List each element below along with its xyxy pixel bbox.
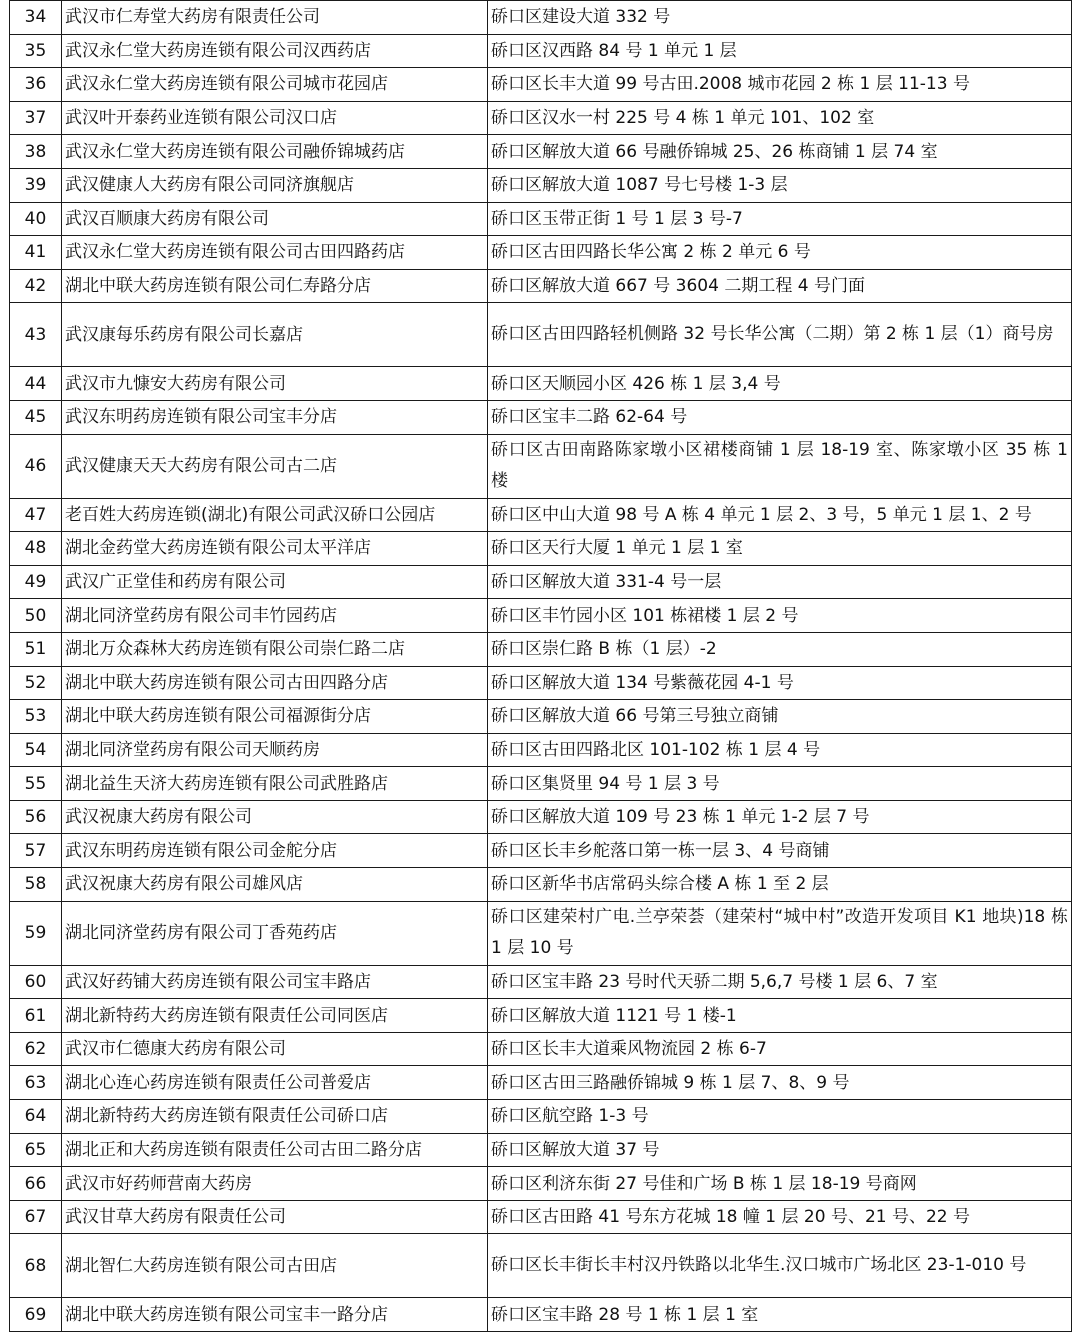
pharmacy-address-cell: 硚口区解放大道 37 号 [488, 1133, 1072, 1167]
pharmacy-address-cell: 硚口区崇仁路 B 栋（1 层）-2 [488, 632, 1072, 666]
table-row [10, 1100, 1072, 1134]
row-number-cell: 46 [10, 434, 62, 498]
row-number-cell: 59 [10, 901, 62, 965]
row-number-cell: 51 [10, 632, 62, 666]
table-row [10, 1298, 1072, 1332]
pharmacy-address-cell: 硚口区汉水一村 225 号 4 栋 1 单元 101、102 室 [488, 101, 1072, 135]
row-number-cell: 64 [10, 1100, 62, 1134]
row-number-cell: 45 [10, 400, 62, 434]
pharmacy-address-cell: 硚口区解放大道 1121 号 1 楼-1 [488, 999, 1072, 1033]
pharmacy-name-cell: 湖北中联大药房连锁有限公司仁寿路分店 [62, 269, 488, 303]
pharmacy-address-cell: 硚口区航空路 1-3 号 [488, 1100, 1072, 1134]
pharmacy-name-cell: 湖北中联大药房连锁有限公司宝丰一路分店 [62, 1298, 488, 1332]
pharmacy-address-cell: 硚口区新华书店常码头综合楼 A 栋 1 至 2 层 [488, 868, 1072, 902]
pharmacy-name-cell: 湖北心连心药房连锁有限责任公司普爱店 [62, 1066, 488, 1100]
pharmacy-address-cell: 硚口区建荣村广电.兰亭荣荟（建荣村“城中村”改造开发项目 K1 地块)18 栋 1 层 10 号 [488, 901, 1072, 965]
pharmacy-address-cell: 硚口区集贤里 94 号 1 层 3 号 [488, 767, 1072, 801]
table-row [10, 632, 1072, 666]
row-number-cell: 66 [10, 1167, 62, 1201]
table-row [10, 1066, 1072, 1100]
table-row [10, 135, 1072, 169]
pharmacy-name-cell: 武汉好药铺大药房连锁有限公司宝丰路店 [62, 965, 488, 999]
table-row [10, 400, 1072, 434]
pharmacy-address-cell: 硚口区解放大道 1087 号七号楼 1-3 层 [488, 168, 1072, 202]
row-number-cell: 44 [10, 367, 62, 401]
pharmacy-address-cell: 硚口区宝丰路 23 号时代天骄二期 5,6,7 号楼 1 层 6、7 室 [488, 965, 1072, 999]
pharmacy-name-cell: 湖北新特药大药房连锁有限责任公司同医店 [62, 999, 488, 1033]
table-row [10, 1133, 1072, 1167]
table-row [10, 1167, 1072, 1201]
row-number-cell: 49 [10, 565, 62, 599]
pharmacy-name-cell: 武汉永仁堂大药房连锁有限公司城市花园店 [62, 68, 488, 102]
pharmacy-address-cell: 硚口区长丰乡舵落口第一栋一层 3、4 号商铺 [488, 834, 1072, 868]
pharmacy-name-cell: 武汉健康天天大药房有限公司古二店 [62, 434, 488, 498]
row-number-cell: 52 [10, 666, 62, 700]
pharmacy-name-cell: 武汉市仁寿堂大药房有限责任公司 [62, 1, 488, 35]
row-number-cell: 42 [10, 269, 62, 303]
table-row [10, 68, 1072, 102]
row-number-cell: 36 [10, 68, 62, 102]
pharmacy-address-cell: 硚口区建设大道 332 号 [488, 1, 1072, 35]
pharmacy-name-cell: 武汉祝康大药房有限公司 [62, 800, 488, 834]
pharmacy-name-cell: 湖北同济堂药房有限公司丰竹园药店 [62, 599, 488, 633]
table-row [10, 303, 1072, 367]
table-row [10, 532, 1072, 566]
row-number-cell: 58 [10, 868, 62, 902]
pharmacy-address-cell: 硚口区玉带正街 1 号 1 层 3 号-7 [488, 202, 1072, 236]
row-number-cell: 57 [10, 834, 62, 868]
pharmacy-name-cell: 武汉市仁德康大药房有限公司 [62, 1032, 488, 1066]
pharmacy-address-cell: 硚口区古田路 41 号东方花城 18 幢 1 层 20 号、21 号、22 号 [488, 1200, 1072, 1234]
pharmacy-address-cell: 硚口区古田四路长华公寓 2 栋 2 单元 6 号 [488, 236, 1072, 270]
table-row [10, 1032, 1072, 1066]
pharmacy-name-cell: 湖北中联大药房连锁有限公司福源街分店 [62, 700, 488, 734]
table-row [10, 965, 1072, 999]
pharmacy-address-cell: 硚口区中山大道 98 号 A 栋 4 单元 1 层 2、3 号，5 单元 1 层 1、2 号 [488, 498, 1072, 532]
row-number-cell: 65 [10, 1133, 62, 1167]
pharmacy-name-cell: 老百姓大药房连锁(湖北)有限公司武汉硚口公园店 [62, 498, 488, 532]
pharmacy-address-cell: 硚口区天行大厦 1 单元 1 层 1 室 [488, 532, 1072, 566]
table-row [10, 700, 1072, 734]
table-row [10, 34, 1072, 68]
table-row [10, 901, 1072, 965]
row-number-cell: 69 [10, 1298, 62, 1332]
pharmacy-address-cell: 硚口区天顺园小区 426 栋 1 层 3,4 号 [488, 367, 1072, 401]
pharmacy-name-cell: 武汉市九慷安大药房有限公司 [62, 367, 488, 401]
table-row [10, 236, 1072, 270]
pharmacy-address-cell: 硚口区解放大道 134 号紫薇花园 4-1 号 [488, 666, 1072, 700]
row-number-cell: 54 [10, 733, 62, 767]
pharmacy-name-cell: 武汉东明药房连锁有限公司金舵分店 [62, 834, 488, 868]
table-row [10, 269, 1072, 303]
row-number-cell: 68 [10, 1234, 62, 1298]
pharmacy-name-cell: 武汉康每乐药房有限公司长嘉店 [62, 303, 488, 367]
table-row [10, 834, 1072, 868]
row-number-cell: 34 [10, 1, 62, 35]
row-number-cell: 67 [10, 1200, 62, 1234]
pharmacy-name-cell: 湖北同济堂药房有限公司丁香苑药店 [62, 901, 488, 965]
table-body [10, 1, 1072, 1332]
row-number-cell: 48 [10, 532, 62, 566]
pharmacy-name-cell: 湖北智仁大药房连锁有限公司古田店 [62, 1234, 488, 1298]
table-row [10, 1234, 1072, 1298]
row-number-cell: 60 [10, 965, 62, 999]
pharmacy-address-cell: 硚口区长丰大道乘风物流园 2 栋 6-7 [488, 1032, 1072, 1066]
pharmacy-address-cell: 硚口区解放大道 667 号 3604 二期工程 4 号门面 [488, 269, 1072, 303]
row-number-cell: 39 [10, 168, 62, 202]
row-number-cell: 53 [10, 700, 62, 734]
table-row [10, 202, 1072, 236]
table-row [10, 101, 1072, 135]
pharmacy-name-cell: 武汉甘草大药房有限责任公司 [62, 1200, 488, 1234]
pharmacy-name-cell: 武汉祝康大药房有限公司雄风店 [62, 868, 488, 902]
table-row [10, 168, 1072, 202]
row-number-cell: 37 [10, 101, 62, 135]
pharmacy-name-cell: 武汉百顺康大药房有限公司 [62, 202, 488, 236]
row-number-cell: 43 [10, 303, 62, 367]
table-row [10, 800, 1072, 834]
pharmacy-address-cell: 硚口区古田南路陈家墩小区裙楼商铺 1 层 18-19 室、陈家墩小区 35 栋 1 楼 [488, 434, 1072, 498]
pharmacy-address-cell: 硚口区古田四路轻机侧路 32 号长华公寓（二期）第 2 栋 1 层（1）商号房 [488, 303, 1072, 367]
row-number-cell: 40 [10, 202, 62, 236]
pharmacy-address-cell: 硚口区解放大道 66 号第三号独立商铺 [488, 700, 1072, 734]
pharmacy-address-cell: 硚口区汉西路 84 号 1 单元 1 层 [488, 34, 1072, 68]
row-number-cell: 50 [10, 599, 62, 633]
table-row [10, 565, 1072, 599]
pharmacy-address-cell: 硚口区宝丰二路 62-64 号 [488, 400, 1072, 434]
pharmacy-name-cell: 武汉东明药房连锁有限公司宝丰分店 [62, 400, 488, 434]
table-row [10, 999, 1072, 1033]
pharmacy-address-cell: 硚口区解放大道 109 号 23 栋 1 单元 1-2 层 7 号 [488, 800, 1072, 834]
table-row [10, 733, 1072, 767]
table-row [10, 599, 1072, 633]
row-number-cell: 35 [10, 34, 62, 68]
table-row [10, 1200, 1072, 1234]
pharmacy-name-cell: 湖北正和大药房连锁有限责任公司古田二路分店 [62, 1133, 488, 1167]
pharmacy-table [9, 0, 1072, 1332]
pharmacy-name-cell: 武汉健康人大药房有限公司同济旗舰店 [62, 168, 488, 202]
pharmacy-name-cell: 武汉广正堂佳和药房有限公司 [62, 565, 488, 599]
pharmacy-list-page [9, 0, 1071, 1332]
pharmacy-address-cell: 硚口区长丰大道 99 号古田.2008 城市花园 2 栋 1 层 11-13 号 [488, 68, 1072, 102]
row-number-cell: 63 [10, 1066, 62, 1100]
row-number-cell: 41 [10, 236, 62, 270]
table-row [10, 767, 1072, 801]
pharmacy-address-cell: 硚口区古田三路融侨锦城 9 栋 1 层 7、8、9 号 [488, 1066, 1072, 1100]
table-row [10, 498, 1072, 532]
pharmacy-address-cell: 硚口区解放大道 331-4 号一层 [488, 565, 1072, 599]
row-number-cell: 38 [10, 135, 62, 169]
row-number-cell: 55 [10, 767, 62, 801]
pharmacy-name-cell: 湖北万众森林大药房连锁有限公司崇仁路二店 [62, 632, 488, 666]
row-number-cell: 47 [10, 498, 62, 532]
table-row [10, 367, 1072, 401]
row-number-cell: 61 [10, 999, 62, 1033]
pharmacy-address-cell: 硚口区利济东街 27 号佳和广场 B 栋 1 层 18-19 号商网 [488, 1167, 1072, 1201]
pharmacy-address-cell: 硚口区解放大道 66 号融侨锦城 25、26 栋商铺 1 层 74 室 [488, 135, 1072, 169]
table-row [10, 868, 1072, 902]
row-number-cell: 56 [10, 800, 62, 834]
pharmacy-name-cell: 湖北同济堂药房有限公司天顺药房 [62, 733, 488, 767]
pharmacy-name-cell: 湖北益生天济大药房连锁有限公司武胜路店 [62, 767, 488, 801]
pharmacy-address-cell: 硚口区长丰街长丰村汉丹铁路以北华生.汉口城市广场北区 23-1-010 号 [488, 1234, 1072, 1298]
pharmacy-name-cell: 武汉叶开泰药业连锁有限公司汉口店 [62, 101, 488, 135]
table-row [10, 1, 1072, 35]
pharmacy-name-cell: 湖北金药堂大药房连锁有限公司太平洋店 [62, 532, 488, 566]
table-row [10, 666, 1072, 700]
pharmacy-name-cell: 武汉永仁堂大药房连锁有限公司融侨锦城药店 [62, 135, 488, 169]
pharmacy-name-cell: 湖北中联大药房连锁有限公司古田四路分店 [62, 666, 488, 700]
table-row [10, 434, 1072, 498]
pharmacy-name-cell: 武汉市好药师营南大药房 [62, 1167, 488, 1201]
pharmacy-name-cell: 武汉永仁堂大药房连锁有限公司古田四路药店 [62, 236, 488, 270]
pharmacy-address-cell: 硚口区古田四路北区 101-102 栋 1 层 4 号 [488, 733, 1072, 767]
pharmacy-name-cell: 武汉永仁堂大药房连锁有限公司汉西药店 [62, 34, 488, 68]
pharmacy-address-cell: 硚口区丰竹园小区 101 栋裙楼 1 层 2 号 [488, 599, 1072, 633]
row-number-cell: 62 [10, 1032, 62, 1066]
pharmacy-address-cell: 硚口区宝丰路 28 号 1 栋 1 层 1 室 [488, 1298, 1072, 1332]
pharmacy-name-cell: 湖北新特药大药房连锁有限责任公司硚口店 [62, 1100, 488, 1134]
